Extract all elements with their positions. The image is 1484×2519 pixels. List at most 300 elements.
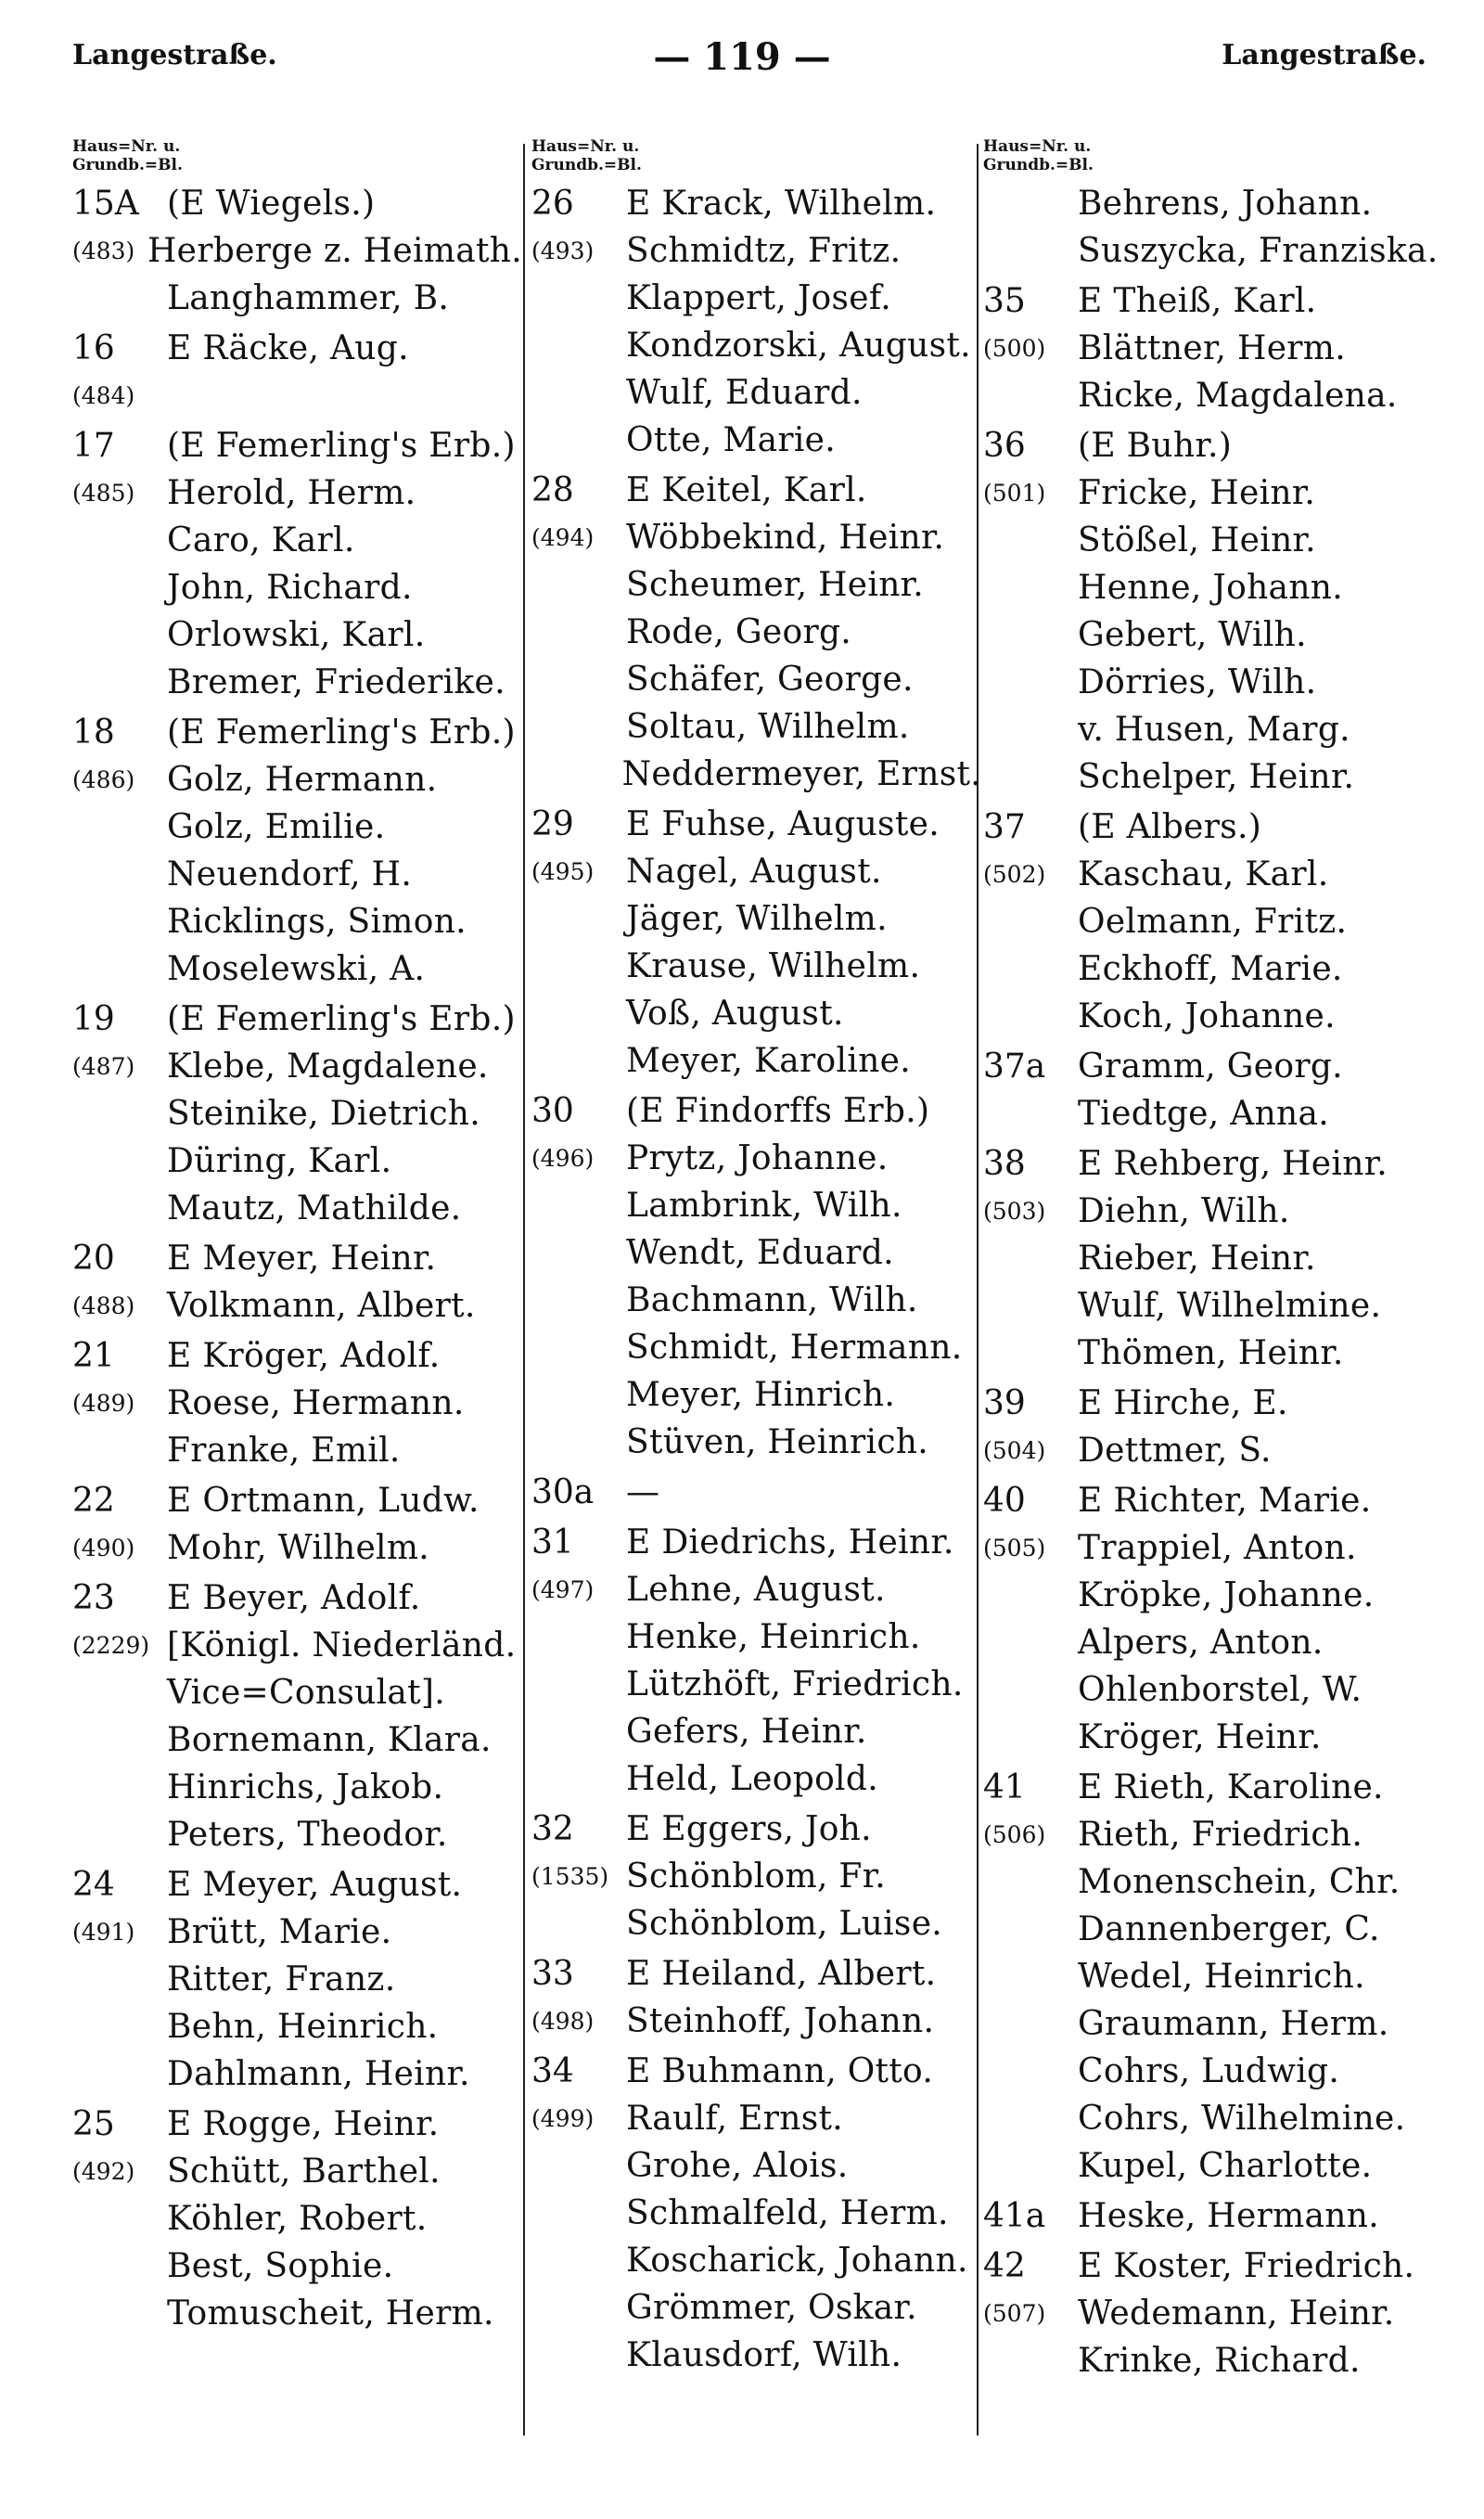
directory-row (983, 2095, 1447, 2142)
grundbuch-number: (501) (983, 480, 1046, 507)
resident-entry: Schönblom, Fr. (626, 1857, 887, 1896)
house-number: 26 (531, 185, 574, 223)
directory-row (983, 564, 1447, 611)
resident-entry: Ohlenborstel, W. (1078, 1671, 1362, 1709)
resident-entry: Behrens, Johann. (1078, 185, 1373, 223)
resident-entry: Dörries, Wilh. (1078, 663, 1317, 701)
grundbuch-number: (487) (72, 1053, 135, 1080)
grundbuch-number: (493) (531, 238, 595, 264)
resident-entry: E Rogge, Heinr. (167, 2105, 440, 2143)
resident-entry: Mautz, Mathilde. (167, 1189, 462, 1227)
directory-row (531, 1371, 981, 1419)
house-number: 25 (72, 2105, 115, 2143)
house-number: 35 (983, 282, 1026, 320)
directory-row (983, 851, 1447, 898)
directory-row (983, 1906, 1447, 1953)
directory-row (983, 2290, 1447, 2337)
resident-entry: Prytz, Johanne. (626, 1139, 889, 1177)
resident-entry: Blättner, Herm. (1078, 329, 1346, 367)
directory-row (72, 898, 522, 945)
resident-entry: Krinke, Richard. (1078, 2342, 1361, 2380)
column-heading (983, 137, 1447, 174)
resident-entry: Koscharick, Johann. (626, 2242, 968, 2280)
directory-row (72, 709, 522, 756)
directory-row (531, 2237, 981, 2284)
house-number: 37a (983, 1047, 1046, 1086)
grundbuch-number: (489) (72, 1390, 135, 1417)
resident-entry: Dahlmann, Heinr. (167, 2055, 470, 2093)
resident-entry: Orlowski, Karl. (167, 616, 426, 654)
house-number: 37 (983, 808, 1026, 846)
directory-row (983, 945, 1447, 993)
house-number: 39 (983, 1384, 1026, 1422)
directory-row (72, 2195, 522, 2243)
directory-row (531, 703, 981, 751)
grundbuch-number: (485) (72, 480, 135, 507)
directory-row (72, 1477, 522, 1524)
resident-entry: Steinike, Dietrich. (167, 1095, 481, 1133)
house-number: 28 (531, 471, 574, 509)
directory-row (983, 898, 1447, 945)
column-heading-line2: Grundb.=Bl. (531, 156, 642, 174)
resident-entry: Rieber, Heinr. (1078, 1240, 1316, 1278)
directory-row (531, 1469, 981, 1516)
directory-row (72, 180, 522, 227)
resident-entry: (E Findorffs Erb.) (626, 1092, 930, 1130)
house-number: 24 (72, 1866, 115, 1904)
directory-row (72, 1574, 522, 1622)
resident-entry: E Eggers, Joh. (626, 1810, 872, 1848)
grundbuch-number: (494) (531, 524, 595, 551)
resident-entry: Graumann, Herm. (1078, 2005, 1389, 2043)
directory-row (72, 372, 522, 419)
grundbuch-number: (500) (983, 335, 1046, 362)
resident-entry: Monenschein, Chr. (1078, 1863, 1401, 1901)
directory-row (531, 227, 981, 275)
resident-entry: Tomuscheit, Herm. (167, 2294, 494, 2333)
grundbuch-number: (486) (72, 766, 135, 793)
house-number: 33 (531, 1955, 574, 1993)
resident-entry: Franke, Emil. (167, 1432, 401, 1470)
resident-entry: Klappert, Josef. (626, 279, 891, 317)
directory-row (72, 325, 522, 372)
resident-entry: Gefers, Heinr. (626, 1713, 867, 1751)
grundbuch-number: (504) (983, 1437, 1046, 1464)
resident-entry: Jäger, Wilhelm. (626, 900, 888, 938)
resident-entry: E Keitel, Karl. (626, 471, 867, 509)
column-heading (72, 137, 522, 174)
directory-row (983, 1235, 1447, 1282)
directory-row (983, 611, 1447, 659)
directory-row (72, 422, 522, 469)
house-number: 32 (531, 1810, 574, 1848)
grundbuch-number: (495) (531, 858, 595, 885)
directory-row (531, 1806, 981, 1853)
directory-row (983, 1811, 1447, 1858)
resident-entry: Wedemann, Heinr. (1078, 2294, 1395, 2333)
directory-row (72, 1282, 522, 1330)
directory-row (983, 803, 1447, 851)
grundbuch-number: (499) (531, 2105, 595, 2132)
directory-row (72, 1090, 522, 1137)
house-number: 22 (72, 1482, 115, 1520)
directory-row (531, 990, 981, 1037)
directory-row (983, 1858, 1447, 1906)
resident-entry: Cohrs, Ludwig. (1078, 2052, 1340, 2090)
directory-row (72, 1185, 522, 1232)
resident-entry: E Theiß, Karl. (1078, 282, 1317, 320)
directory-row (72, 2101, 522, 2148)
resident-entry: Cohrs, Wilhelmine. (1078, 2100, 1406, 2138)
resident-entry: (E Femerling's Erb.) (167, 427, 516, 465)
grundbuch-number: (484) (72, 382, 135, 409)
directory-row (983, 517, 1447, 564)
directory-row (983, 227, 1447, 275)
column-heading-line1: Haus=Nr. u. (983, 137, 1092, 156)
resident-entry: Gebert, Wilh. (1078, 616, 1307, 654)
directory-row (72, 996, 522, 1043)
resident-entry: Brütt, Marie. (167, 1913, 392, 1951)
directory-row (531, 322, 981, 369)
resident-entry: Roese, Hermann. (167, 1384, 465, 1422)
house-number: 21 (72, 1337, 115, 1375)
resident-entry: Vice=Consulat]. (167, 1674, 446, 1712)
page-number: — 119 — (653, 35, 831, 79)
resident-entry: Best, Sophie. (167, 2247, 394, 2285)
directory-row (983, 706, 1447, 753)
resident-entry: Klebe, Magdalene. (167, 1047, 489, 1086)
directory-row (983, 1666, 1447, 1714)
directory-row (531, 609, 981, 656)
resident-entry: Hinrichs, Jakob. (167, 1768, 444, 1806)
running-head-left: Langestraße. (72, 39, 277, 71)
directory-row (72, 1137, 522, 1185)
resident-entry: Neuendorf, H. (167, 855, 413, 893)
resident-entry: Meyer, Karoline. (626, 1042, 911, 1080)
grundbuch-number: (503) (983, 1198, 1046, 1225)
house-number: 40 (983, 1482, 1026, 1520)
directory-row (983, 422, 1447, 469)
grundbuch-number: (483) (72, 238, 135, 264)
resident-entry: (E Albers.) (1078, 808, 1262, 846)
resident-entry: (E Femerling's Erb.) (167, 1000, 516, 1038)
directory-row (531, 275, 981, 322)
resident-entry: Volkmann, Albert. (167, 1287, 476, 1325)
directory-row (531, 1853, 981, 1900)
resident-entry: Nagel, August. (626, 853, 882, 891)
resident-entry: Trappiel, Anton. (1078, 1529, 1357, 1567)
resident-entry: John, Richard. (167, 569, 413, 607)
directory-row (983, 1477, 1447, 1524)
directory-row (531, 2095, 981, 2142)
directory-row (531, 2190, 981, 2237)
directory-row (72, 469, 522, 517)
house-number: 31 (531, 1523, 574, 1562)
resident-entry: Behn, Heinrich. (167, 2008, 439, 2046)
directory-row (983, 1619, 1447, 1666)
directory-row (72, 851, 522, 898)
directory-row (531, 2332, 981, 2379)
resident-entry: Fricke, Heinr. (1078, 474, 1316, 512)
resident-entry: Caro, Karl. (167, 521, 355, 559)
resident-entry: Grohe, Alois. (626, 2147, 849, 2185)
resident-entry: Herold, Herm. (167, 474, 416, 512)
directory-row (72, 2003, 522, 2050)
resident-entry: Heske, Hermann. (1078, 2197, 1380, 2235)
directory-row (531, 801, 981, 848)
directory-row (531, 943, 981, 990)
directory-row (531, 1755, 981, 1803)
directory-row (983, 2000, 1447, 2048)
grundbuch-number: (488) (72, 1292, 135, 1319)
resident-entry: Lehne, August. (626, 1571, 886, 1609)
directory-row (531, 1324, 981, 1371)
resident-entry: Schönblom, Luise. (626, 1905, 943, 1943)
directory-row (983, 2337, 1447, 2384)
resident-entry: — (626, 1473, 660, 1511)
resident-entry: Langhammer, B. (167, 279, 450, 317)
directory-row (983, 1764, 1447, 1811)
directory-row (72, 2243, 522, 2290)
resident-entry: Dettmer, S. (1078, 1432, 1272, 1470)
resident-entry: v. Husen, Marg. (1078, 711, 1350, 749)
resident-entry: Meyer, Hinrich. (626, 1376, 896, 1414)
resident-entry: E Richter, Marie. (1078, 1482, 1372, 1520)
directory-row (72, 659, 522, 706)
resident-entry: Rode, Georg. (626, 613, 852, 651)
resident-entry: E Buhmann, Otto. (626, 2052, 934, 2090)
column-3 (983, 137, 1447, 2384)
resident-entry: Thömen, Heinr. (1078, 1334, 1344, 1372)
resident-entry: Tiedtge, Anna. (1078, 1095, 1330, 1133)
grundbuch-number: (496) (531, 1145, 595, 1172)
resident-entry: Henke, Heinrich. (626, 1618, 921, 1656)
resident-entry: Stüven, Heinrich. (626, 1423, 929, 1461)
column-heading-line2: Grundb.=Bl. (72, 156, 183, 174)
resident-entry: Kröpke, Johanne. (1078, 1576, 1375, 1614)
directory-row (72, 1043, 522, 1090)
directory-row (72, 1524, 522, 1572)
resident-entry: E Meyer, Heinr. (167, 1240, 437, 1278)
resident-entry: Dannenberger, C. (1078, 1910, 1380, 1948)
grundbuch-number: (492) (72, 2158, 135, 2185)
directory-row (72, 1332, 522, 1380)
resident-entry: Steinhoff, Johann. (626, 2002, 935, 2040)
resident-entry: Diehn, Wilh. (1078, 1192, 1290, 1230)
directory-row (531, 1229, 981, 1277)
directory-row (72, 227, 522, 275)
directory-row (72, 803, 522, 851)
resident-entry: Herberge z. Heimath. (147, 232, 522, 270)
resident-entry: E Kröger, Adolf. (167, 1337, 441, 1375)
directory-row (531, 1419, 981, 1466)
grundbuch-number: (505) (983, 1535, 1046, 1562)
resident-entry: E Rehberg, Heinr. (1078, 1145, 1388, 1183)
grundbuch-number: (507) (983, 2300, 1046, 2327)
resident-entry: Peters, Theodor. (167, 1816, 448, 1854)
resident-entry: Eckhoff, Marie. (1078, 950, 1343, 988)
resident-entry: Moselewski, A. (167, 950, 426, 988)
resident-entry: (E Femerling's Erb.) (167, 713, 516, 752)
column-2 (531, 137, 981, 2379)
directory-row (72, 945, 522, 993)
directory-row (72, 1811, 522, 1858)
directory-row (72, 1716, 522, 1764)
resident-entry: Grömmer, Oskar. (626, 2289, 917, 2327)
directory-row (531, 417, 981, 464)
grundbuch-number: (491) (72, 1919, 135, 1946)
resident-entry: E Fuhse, Auguste. (626, 805, 940, 843)
directory-row (72, 1427, 522, 1474)
resident-entry: Köhler, Robert. (167, 2200, 428, 2238)
resident-entry: Henne, Johann. (1078, 569, 1344, 607)
resident-entry: Golz, Emilie. (167, 808, 386, 846)
resident-entry: Oelmann, Fritz. (1078, 903, 1348, 941)
resident-entry: E Räcke, Aug. (167, 329, 409, 367)
resident-entry: Wulf, Wilhelmine. (1078, 1287, 1382, 1325)
house-number: 18 (72, 713, 115, 752)
resident-entry: Lützhöft, Friedrich. (626, 1665, 964, 1703)
house-number: 41a (983, 2197, 1046, 2235)
resident-entry: Krause, Wilhelm. (626, 947, 921, 985)
running-head-right: Langestraße. (1222, 39, 1426, 71)
column-heading (531, 137, 981, 174)
directory-row (983, 1090, 1447, 1137)
resident-entry: Raulf, Ernst. (626, 2100, 843, 2138)
resident-entry: Rieth, Friedrich. (1078, 1816, 1363, 1854)
directory-row (531, 1950, 981, 1998)
grundbuch-number: (498) (531, 2008, 595, 2035)
resident-entry: Otte, Marie. (626, 421, 837, 459)
directory-row (72, 1380, 522, 1427)
directory-row (72, 611, 522, 659)
resident-entry: Soltau, Wilhelm. (626, 708, 910, 746)
directory-row (531, 369, 981, 417)
column-1 (72, 137, 522, 2337)
resident-entry: E Meyer, August. (167, 1866, 463, 1904)
resident-entry: Klausdorf, Wilh. (626, 2336, 902, 2374)
resident-entry: Schmidtz, Fritz. (626, 232, 902, 270)
directory-row (531, 1613, 981, 1661)
resident-entry: Kaschau, Karl. (1078, 855, 1329, 893)
resident-entry: E Hirche, E. (1078, 1384, 1288, 1422)
directory-row (72, 756, 522, 803)
directory-row (531, 751, 981, 798)
directory-row (531, 467, 981, 514)
grundbuch-number: (506) (983, 1821, 1046, 1848)
directory-row (983, 1282, 1447, 1330)
directory-row (531, 1037, 981, 1085)
directory-row (531, 1998, 981, 2045)
directory-row (531, 1708, 981, 1755)
resident-entry: Kröger, Heinr. (1078, 1718, 1322, 1756)
directory-row (531, 2284, 981, 2332)
directory-row (531, 2142, 981, 2190)
directory-row (983, 372, 1447, 419)
resident-entry: E Rieth, Karoline. (1078, 1768, 1384, 1806)
resident-entry: Kondzorski, August. (626, 327, 971, 365)
house-number: 29 (531, 805, 574, 843)
resident-entry: (E Buhr.) (1078, 427, 1233, 465)
directory-row (72, 1861, 522, 1909)
resident-entry: Bornemann, Klara. (167, 1721, 492, 1759)
resident-entry: Schmalfeld, Herm. (626, 2194, 949, 2232)
resident-entry: Schmidt, Hermann. (626, 1329, 963, 1367)
directory-row (72, 1909, 522, 1956)
resident-entry: Alpers, Anton. (1078, 1624, 1324, 1662)
resident-entry: Schütt, Barthel. (167, 2153, 441, 2191)
resident-entry: Scheumer, Heinr. (626, 566, 924, 604)
directory-row (72, 1956, 522, 2003)
resident-entry: Ritter, Franz. (167, 1960, 396, 1998)
directory-row (983, 1572, 1447, 1619)
directory-row (72, 564, 522, 611)
resident-entry: E Ortmann, Ludw. (167, 1482, 480, 1520)
directory-row (531, 561, 981, 609)
house-number: 17 (72, 427, 115, 465)
directory-row (531, 848, 981, 895)
house-number: 16 (72, 329, 115, 367)
directory-row (531, 1182, 981, 1229)
resident-entry: E Heiland, Albert. (626, 1955, 937, 1993)
directory-row (531, 180, 981, 227)
directory-row (72, 275, 522, 322)
directory-row (72, 1764, 522, 1811)
resident-entry: E Koster, Friedrich. (1078, 2247, 1415, 2285)
house-number: 15A (72, 185, 139, 223)
directory-row (531, 895, 981, 943)
house-number: 34 (531, 2052, 574, 2090)
grundbuch-number: (2229) (72, 1632, 150, 1659)
house-number: 36 (983, 427, 1026, 465)
directory-row (72, 1669, 522, 1716)
column-heading-line2: Grundb.=Bl. (983, 156, 1094, 174)
directory-row (531, 1900, 981, 1947)
directory-row (983, 1330, 1447, 1377)
directory-row (983, 2048, 1447, 2095)
directory-row (983, 277, 1447, 325)
house-number: 38 (983, 1145, 1026, 1183)
resident-entry: E Krack, Wilhelm. (626, 185, 937, 223)
directory-row (531, 2048, 981, 2095)
house-number: 20 (72, 1240, 115, 1278)
resident-entry: Bremer, Friederike. (167, 663, 505, 701)
resident-entry: Mohr, Wilhelm. (167, 1529, 430, 1567)
directory-row (72, 2148, 522, 2195)
resident-entry: Golz, Hermann. (167, 761, 438, 799)
resident-entry: Suszycka, Franziska. (1078, 232, 1439, 270)
resident-entry: (E Wiegels.) (167, 185, 376, 223)
directory-row (531, 1135, 981, 1182)
resident-entry: E Beyer, Adolf. (167, 1579, 421, 1617)
directory-row (983, 2142, 1447, 2190)
directory-row (72, 2290, 522, 2337)
resident-entry: Kupel, Charlotte. (1078, 2147, 1373, 2185)
house-number: 23 (72, 1579, 115, 1617)
directory-row (531, 1519, 981, 1566)
directory-row (72, 517, 522, 564)
column-heading-line1: Haus=Nr. u. (531, 137, 640, 156)
directory-row (531, 514, 981, 561)
resident-entry: Koch, Johanne. (1078, 997, 1336, 1035)
grundbuch-number: (1535) (531, 1863, 609, 1890)
house-number: 42 (983, 2247, 1026, 2285)
directory-row (983, 1524, 1447, 1572)
directory-row (531, 1087, 981, 1135)
column-divider (523, 144, 525, 2435)
directory-row (531, 1661, 981, 1708)
directory-row (983, 325, 1447, 372)
